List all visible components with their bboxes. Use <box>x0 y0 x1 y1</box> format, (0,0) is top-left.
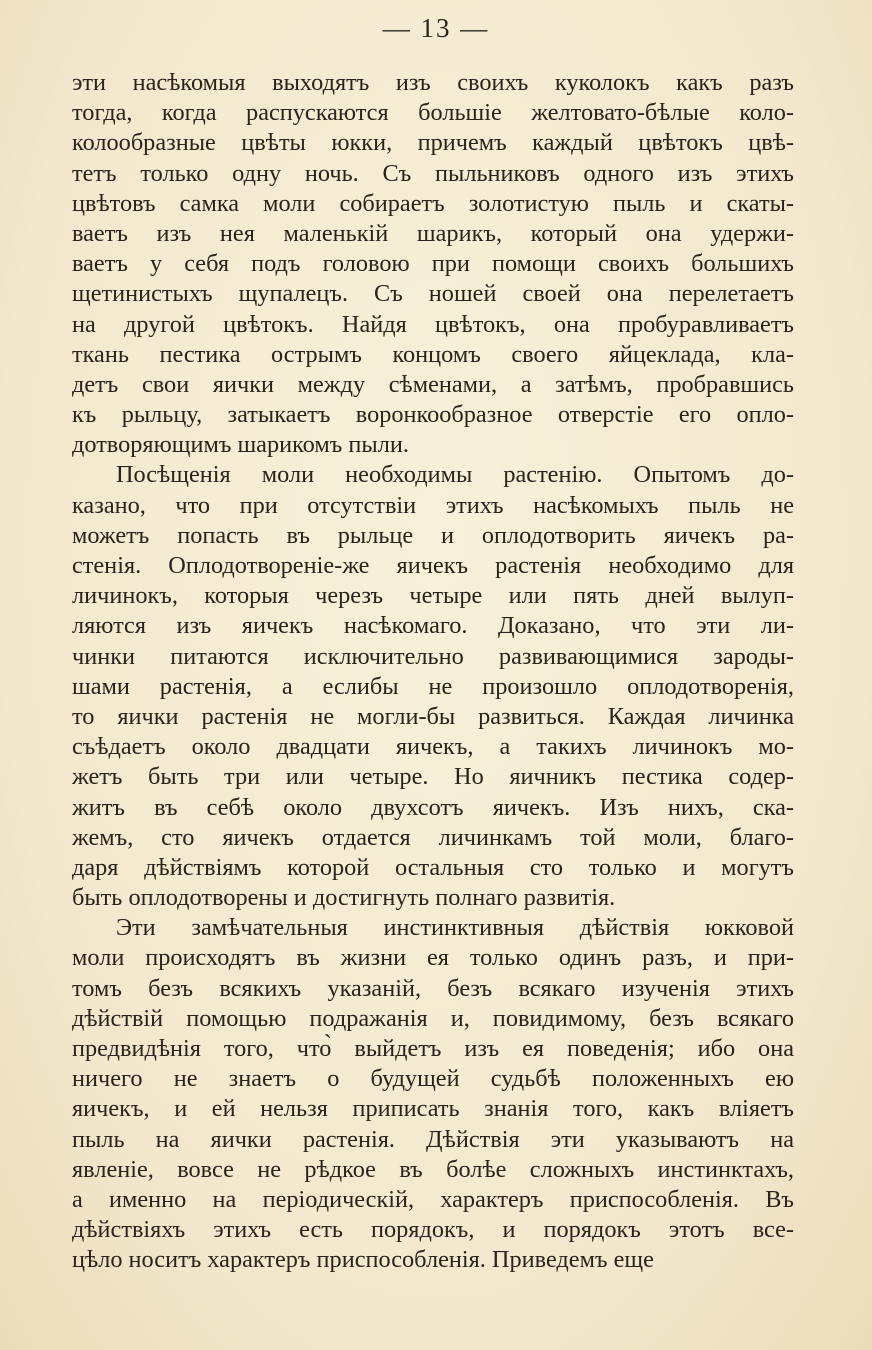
text-line: томъ безъ всякихъ указаній, безъ всякаго изученія этихъ <box>72 974 794 1002</box>
text-line: а именно на періодическій, характеръ приспособленія. Въ <box>72 1185 794 1213</box>
text-line: ваетъ у себя подъ головою при помощи своихъ большихъ <box>72 250 794 278</box>
text-line: яичекъ, и ей нельзя приписать знанія того, какъ вліяетъ <box>72 1095 794 1123</box>
text-line: съѣдаетъ около двадцати яичекъ, а такихъ личинокъ мо- <box>72 733 794 761</box>
text-line: цвѣтовъ самка моли собираетъ золотистую пыль и скаты- <box>72 189 794 217</box>
body-text <box>72 68 794 1276</box>
text-line: ничего не знаетъ о будущей судьбѣ положенныхъ ею <box>72 1065 794 1093</box>
text-line: дѣйствій помощью подражанія и, повидимому, безъ всякаго <box>72 1004 794 1032</box>
text-line: казано, что при отсутствіи этихъ насѣкомыхъ пыль не <box>72 491 794 519</box>
text-line: личинокъ, которыя черезъ четыре или пять дней вылуп- <box>72 582 794 610</box>
text-line: жемъ, сто яичекъ отдается личинкамъ той моли, благо- <box>72 823 794 851</box>
text-line: шами растенія, а еслибы не произошло оплодотворенія, <box>72 672 794 700</box>
paragraph <box>72 460 794 913</box>
text-line: быть оплодотворены и достигнуть полнаго развитія. <box>72 884 616 912</box>
paragraph <box>72 68 794 460</box>
text-line: стенія. Оплодотвореніе-же яичекъ растенія необходимо для <box>72 552 794 579</box>
page-number: — 13 — <box>382 13 490 43</box>
text-line: житъ въ себѣ около двухсотъ яичекъ. Изъ нихъ, ска- <box>72 793 794 821</box>
text-line: даря дѣйствіямъ которой остальныя сто только и могутъ <box>72 853 794 881</box>
text-line: то яички растенія не могли-бы развиться. Каждая личинка <box>72 702 794 730</box>
text-line: цѣло носитъ характеръ приспособленія. Приведемъ еще <box>72 1246 654 1274</box>
text-line: тетъ только одну ночь. Съ пыльниковъ одного изъ этихъ <box>72 159 794 187</box>
text-line: детъ свои яички между сѣменами, а затѣмъ, пробравшись <box>72 370 794 398</box>
text-line: чинки питаются исключительно развивающимися зароды- <box>72 642 794 670</box>
text-line: пыль на яички растенія. Дѣйствія эти указываютъ на <box>72 1125 794 1153</box>
text-line: ляются изъ яичекъ насѣкомаго. Доказано, что эти ли- <box>72 612 794 640</box>
text-line: моли происходятъ въ жизни ея только одинъ разъ, и при- <box>72 944 794 972</box>
text-line: на другой цвѣтокъ. Найдя цвѣтокъ, она пробуравливаетъ <box>72 310 794 338</box>
text-line: можетъ попасть въ рыльце и оплодотворить яичекъ ра- <box>72 521 794 549</box>
text-line: Эти замѣчательныя инстинктивныя дѣйствія юкковой <box>116 914 794 942</box>
text-line: дотворяющимъ шарикомъ пыли. <box>72 431 409 459</box>
text-line: жетъ быть три или четыре. Но яичникъ пестика содер- <box>72 763 794 791</box>
text-line: явленіе, вовсе не рѣдкое въ болѣе сложныхъ инстинктахъ, <box>72 1155 794 1183</box>
paragraph <box>72 913 794 1275</box>
text-line: колообразные цвѣты юкки, причемъ каждый цвѣтокъ цвѣ- <box>72 129 794 157</box>
text-line: ткань пестика острымъ концомъ своего яйцеклада, кла- <box>72 340 794 368</box>
text-line: ваетъ изъ нея маленькій шарикъ, который она удержи- <box>72 219 794 247</box>
text-line: тогда, когда распускаются большіе желтовато-бѣлые коло- <box>72 99 794 127</box>
text-line: дѣйствіяхъ этихъ есть порядокъ, и порядокъ этотъ все- <box>72 1216 794 1244</box>
text-line: къ рыльцу, затыкаетъ воронкообразное отверстіе его опло- <box>72 401 794 429</box>
text-line: эти насѣкомыя выходятъ изъ своихъ куколокъ какъ разъ <box>72 69 794 96</box>
text-line: Посѣщенія моли необходимы растенію. Опытомъ до- <box>116 461 794 489</box>
text-line: предвидѣнія того, что̀ выйдетъ изъ ея поведенія; ибо она <box>72 1035 794 1062</box>
text-line: щетинистыхъ щупалецъ. Съ ношей своей она перелетаетъ <box>72 280 794 308</box>
